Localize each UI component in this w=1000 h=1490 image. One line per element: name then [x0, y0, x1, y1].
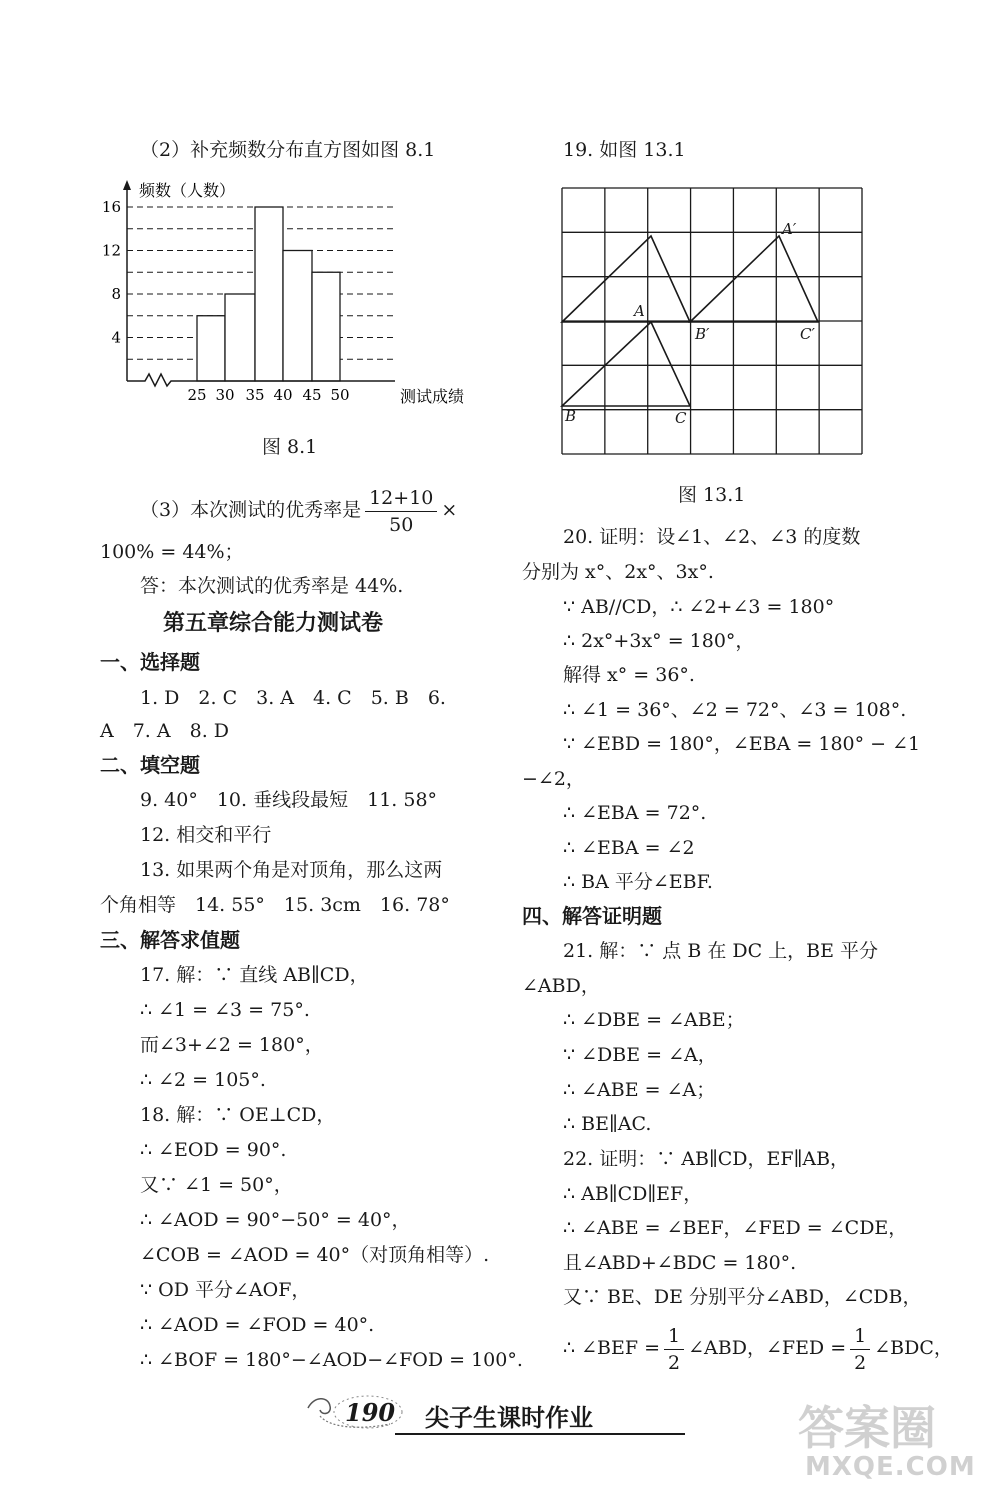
- triangle-upper-left: [562, 236, 690, 322]
- x-tick-label: 35: [245, 386, 265, 404]
- triangle-a-prime-b-prime-c-prime: [690, 236, 818, 322]
- footer-rule: [395, 1433, 685, 1435]
- text-line: ∵ ∠EBD = 180°，∠EBA = 180° − ∠1: [563, 733, 921, 755]
- label-c: C: [675, 409, 687, 427]
- text-line: ∴ ∠BOF = 180°−∠AOD−∠FOD = 100°.: [140, 1349, 523, 1371]
- section-heading: 四、解答证明题: [522, 904, 662, 928]
- section-heading: 三、解答求值题: [100, 928, 240, 952]
- triangle-abc: [562, 322, 690, 406]
- histogram-bar: [312, 272, 340, 381]
- text-line: −∠2，: [522, 768, 585, 790]
- fraction-numerator: 1: [850, 1323, 870, 1350]
- y-tick-label: 4: [111, 328, 121, 347]
- text-line: 20. 证明：设∠1、∠2、∠3 的度数: [563, 526, 861, 548]
- text-line: ∴ AB∥CD∥EF，: [563, 1183, 703, 1205]
- text-part: ×: [441, 499, 458, 521]
- watermark-url: MXQE.COM: [805, 1452, 976, 1482]
- label-b: B: [565, 407, 577, 425]
- page-number: 190: [345, 1398, 396, 1427]
- label-a-prime: A′: [782, 220, 797, 238]
- text-line: ∵ ∠DBE = ∠A，: [563, 1044, 717, 1066]
- text-line: 又∵ BE、DE 分别平分∠ABD，∠CDB，: [563, 1286, 922, 1308]
- text-line: A 7. A 8. D: [100, 720, 230, 742]
- text-line: 又∵ ∠1 = 50°，: [140, 1174, 293, 1196]
- frequency-histogram: [95, 178, 485, 408]
- text-line: 18. 解：∵ OE⊥CD，: [140, 1104, 336, 1126]
- text-line: 而∠3+∠2 = 180°，: [140, 1034, 324, 1056]
- text-line: ∴ ∠AOD = 90°−50° = 40°，: [140, 1209, 411, 1231]
- fraction-denominator: 2: [668, 1351, 681, 1374]
- histogram-xlabel: 测试成绩: [400, 387, 465, 406]
- x-tick-label: 50: [330, 386, 350, 404]
- text-line: ∵ AB//CD，∴ ∠2+∠3 = 180°: [563, 596, 835, 618]
- histogram-bar: [255, 207, 283, 381]
- text-line: ∴ ∠DBE = ∠ABE；: [563, 1009, 745, 1031]
- fraction: [850, 1323, 870, 1376]
- text-line: ∴ ∠1 = ∠3 = 75°.: [140, 999, 310, 1021]
- label-b-prime: B′: [695, 325, 710, 343]
- text-line: 17. 解：∵ 直线 AB∥CD，: [140, 964, 369, 986]
- text-line: ∴ ∠2 = 105°.: [140, 1069, 266, 1091]
- text-line: ∴ ∠AOD = ∠FOD = 40°.: [140, 1314, 375, 1336]
- histogram-ylabel: 频数（人数）: [139, 181, 236, 200]
- grid-caption: 图 13.1: [678, 484, 746, 506]
- text-line: 且∠ABD+∠BDC = 180°.: [563, 1252, 797, 1274]
- text-line: 答：本次测试的优秀率是 44%.: [140, 575, 404, 597]
- text-line: 1. D 2. C 3. A 4. C 5. B 6.: [140, 687, 446, 709]
- text-line: ∠ABD，: [522, 975, 600, 997]
- text-line: 9. 40° 10. 垂线段最短 11. 58°: [140, 789, 438, 811]
- x-tick-label: 30: [215, 386, 235, 404]
- text-line-fraction: [140, 482, 457, 538]
- text-line: 13. 如果两个角是对顶角，那么这两: [140, 859, 443, 881]
- text-line: ∴ ∠EBA = ∠2: [563, 837, 695, 859]
- text-line: 解得 x° = 36°.: [563, 664, 695, 686]
- watermark-logo: 答案圈: [798, 1401, 936, 1455]
- text-line: ∴ ∠EBA = 72°.: [563, 802, 707, 824]
- fraction-numerator: 1: [664, 1323, 684, 1350]
- grid-translation-figure: [556, 182, 868, 460]
- fraction-numerator: 12+10: [365, 485, 437, 512]
- fraction-denominator: 2: [854, 1351, 867, 1374]
- text-line: ∠COB = ∠AOD = 40°（对顶角相等）.: [140, 1244, 490, 1266]
- text-line: 22. 证明：∵ AB∥CD，EF∥AB，: [563, 1148, 850, 1170]
- text-line: 分别为 x°、2x°、3x°.: [522, 561, 714, 583]
- section-heading: 一、选择题: [100, 650, 200, 674]
- text-line: （2）补充频数分布直方图如图 8.1: [140, 139, 436, 161]
- text-line: ∴ BE∥AC.: [563, 1113, 652, 1135]
- x-tick-label: 25: [187, 386, 207, 404]
- histogram-caption: 图 8.1: [262, 436, 318, 458]
- text-line: 100% = 44%；: [100, 541, 244, 563]
- text-line: 19. 如图 13.1: [563, 139, 686, 161]
- fraction: [365, 485, 437, 538]
- fraction-denominator: 50: [389, 513, 414, 536]
- text-line: 12. 相交和平行: [140, 824, 272, 846]
- text-line: ∴ ∠1 = 36°、∠2 = 72°、∠3 = 108°.: [563, 699, 907, 721]
- label-a: A: [634, 302, 645, 320]
- fraction: [664, 1323, 684, 1376]
- section-heading: 二、填空题: [100, 753, 200, 777]
- histogram-bar: [197, 316, 225, 381]
- label-c-prime: C′: [800, 325, 815, 343]
- text-line: ∴ BA 平分∠EBF.: [563, 871, 713, 893]
- chapter-title: 第五章综合能力测试卷: [163, 611, 384, 636]
- text-part: ∠ABD，∠FED =: [688, 1337, 847, 1359]
- text-part: ∴ ∠BEF =: [563, 1337, 661, 1359]
- book-title: 尖子生课时作业: [425, 1404, 593, 1432]
- text-part: （3）本次测试的优秀率是: [140, 499, 362, 521]
- text-line: ∴ ∠ABE = ∠A；: [563, 1079, 716, 1101]
- text-line: 21. 解：∵ 点 B 在 DC 上，BE 平分: [563, 940, 879, 962]
- y-tick-label: 16: [101, 198, 121, 216]
- histogram-bar: [225, 294, 255, 381]
- x-tick-label: 45: [302, 386, 322, 404]
- text-line: ∴ ∠EOD = 90°.: [140, 1139, 287, 1161]
- y-tick-label: 12: [101, 241, 121, 260]
- text-line: ∵ OD 平分∠AOF，: [140, 1279, 311, 1301]
- text-line: ∴ ∠ABE = ∠BEF，∠FED = ∠CDE，: [563, 1217, 908, 1239]
- histogram-bar: [283, 251, 312, 382]
- text-line-fraction: [563, 1320, 953, 1376]
- x-tick-label: 40: [273, 386, 293, 404]
- text-line: 个角相等 14. 55° 15. 3cm 16. 78°: [100, 894, 450, 916]
- y-tick-label: 8: [111, 285, 121, 303]
- text-part: ∠BDC，: [874, 1337, 953, 1359]
- text-line: ∴ 2x°+3x° = 180°，: [563, 630, 755, 652]
